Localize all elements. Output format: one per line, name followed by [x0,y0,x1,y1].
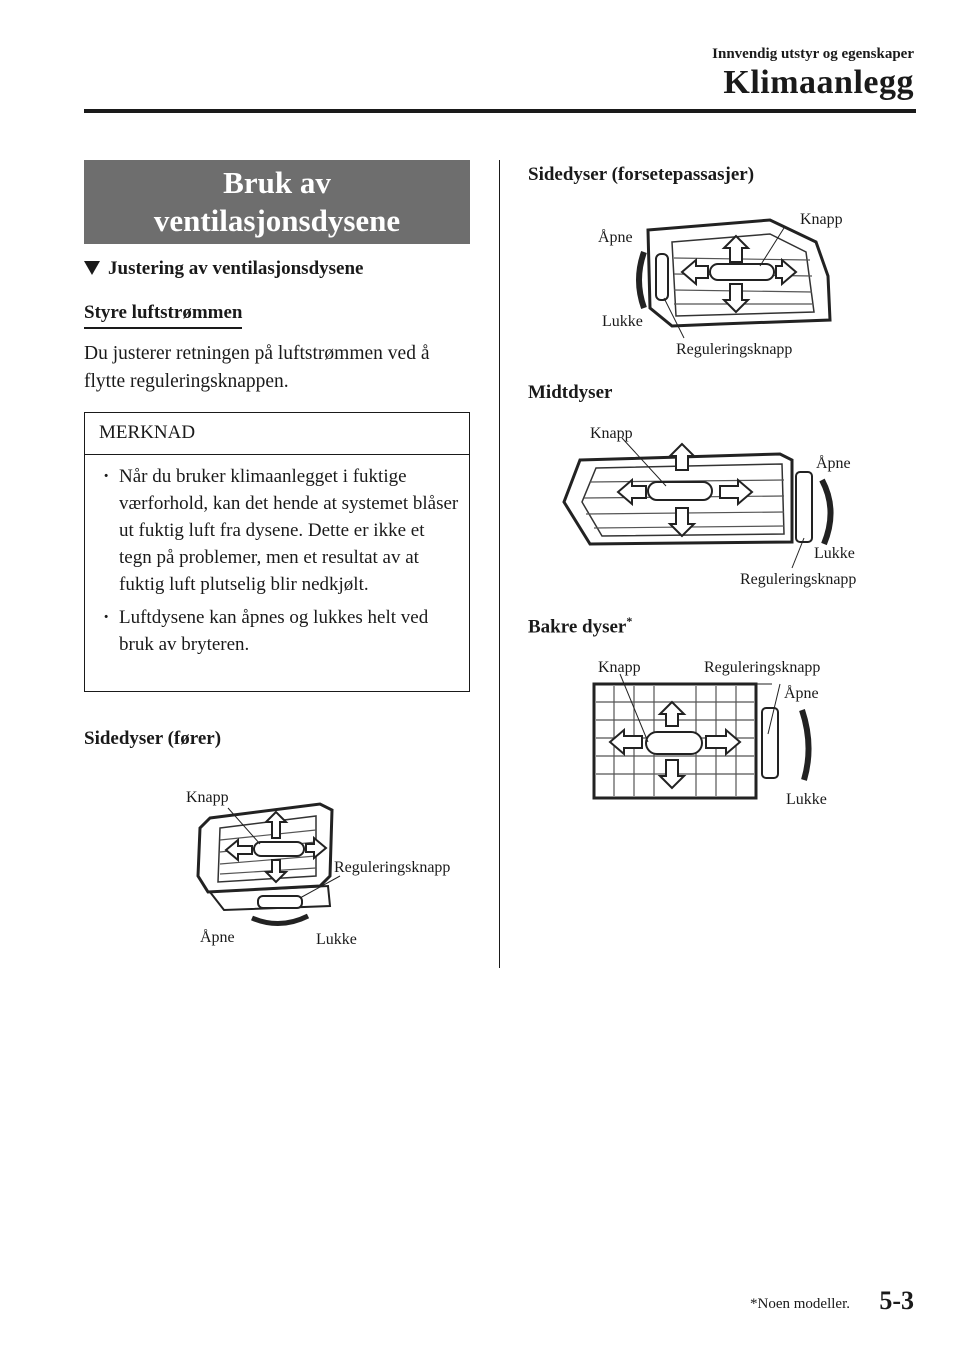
footer-note: *Noen modeller. [750,1296,850,1312]
leader-line [622,438,666,486]
section-heading-passenger: Sidedyser (forsetepassasjer) [528,164,755,185]
arrow-up-icon [724,236,748,262]
optional-mark: * [626,614,633,628]
section-heading-rear-text: Bakre dyser [528,616,627,638]
note-item-text: Når du bruker klimaanlegget i fuktige værforhold, kan det hende at systemet blåser ut fuktig luft fra dysene. Dette er ikke et tegn på problemer, men et resultat av at fuktig luft plutselig blir nedkjølt. [119,466,459,595]
passenger-vent-illustration [580,200,880,364]
open-close-arrow-icon [639,252,644,308]
subheading [84,258,363,280]
label-knob: Knapp [800,211,843,228]
label-knob: Knapp [186,789,229,806]
note-item [99,463,459,598]
bullet-icon: · [103,607,110,628]
arrow-left-icon [682,260,708,284]
open-close-arrow-icon [802,710,809,780]
banner-line-1: Bruk av [223,165,331,200]
arrow-up-icon [266,812,286,838]
leader-line [760,228,784,266]
label-close: Lukke [814,545,855,562]
center-vent-illustration [560,420,890,592]
regulator-wheel [762,708,778,778]
vent-knob [710,264,774,280]
label-regulator: Reguleringsknapp [676,341,793,358]
section-heading-rear [528,614,632,638]
label-open: Åpne [816,455,851,472]
arrow-right-icon [776,260,796,284]
arrow-up-icon [660,702,684,726]
label-close: Lukke [316,931,357,948]
arrow-left-icon [610,730,642,754]
rear-vent-illustration [580,650,880,814]
label-open: Åpne [784,685,819,702]
running-header-section: Innvendig utstyr og egenskaper [712,46,914,62]
label-open: Åpne [200,929,235,946]
banner-line-2: ventilasjonsdysene [153,203,401,238]
arrow-down-icon [670,508,694,536]
arrow-down-icon [724,284,748,312]
arrow-left-icon [618,480,646,504]
note-title: MERKNAD [85,413,469,455]
label-regulator: Reguleringsknapp [334,859,451,876]
label-close: Lukke [602,313,643,330]
subheading-text: Justering av ventilasjonsdysene [108,258,364,279]
bullet-icon: · [103,466,110,487]
driver-vent-illustration [180,780,470,952]
label-regulator: Reguleringsknapp [704,659,821,676]
regulator-wheel [656,254,668,300]
vent-knob [646,732,702,754]
arrow-left-icon [226,840,252,860]
label-knob: Knapp [590,425,633,442]
triangle-marker-icon [84,261,100,275]
arrow-right-icon [706,730,740,754]
page-number: 5-3 [879,1286,914,1315]
note-list [99,463,459,664]
note-item-text: Luftdysene kan åpnes og lukkes helt ved bruk av bryteren. [119,607,429,655]
column-divider [499,160,500,968]
section-banner [84,160,470,244]
label-regulator: Reguleringsknapp [740,571,857,588]
label-knob: Knapp [598,659,641,676]
label-open: Åpne [598,229,633,246]
arrow-right-icon [720,480,752,504]
note-item [99,604,459,658]
body-paragraph: Du justerer retningen på luftstrømmen ved å flytte reguleringsknappen. [84,343,430,392]
regulator-wheel [258,896,302,908]
label-close: Lukke [786,791,827,808]
regulator-wheel [796,472,812,542]
note-box [84,412,470,692]
arrow-right-icon [306,838,326,858]
section-heading-driver: Sidedyser (fører) [84,728,222,749]
vent-knob [648,482,712,500]
vent-knob [254,842,304,856]
subheading-underlined: Styre luftstrømmen [84,302,242,329]
section-heading-center: Midtdyser [528,382,613,403]
header-rule [84,109,916,113]
open-close-arrow-icon [822,480,831,544]
running-header-title: Klimaanlegg [723,64,914,101]
open-close-arrow-icon [252,916,308,924]
